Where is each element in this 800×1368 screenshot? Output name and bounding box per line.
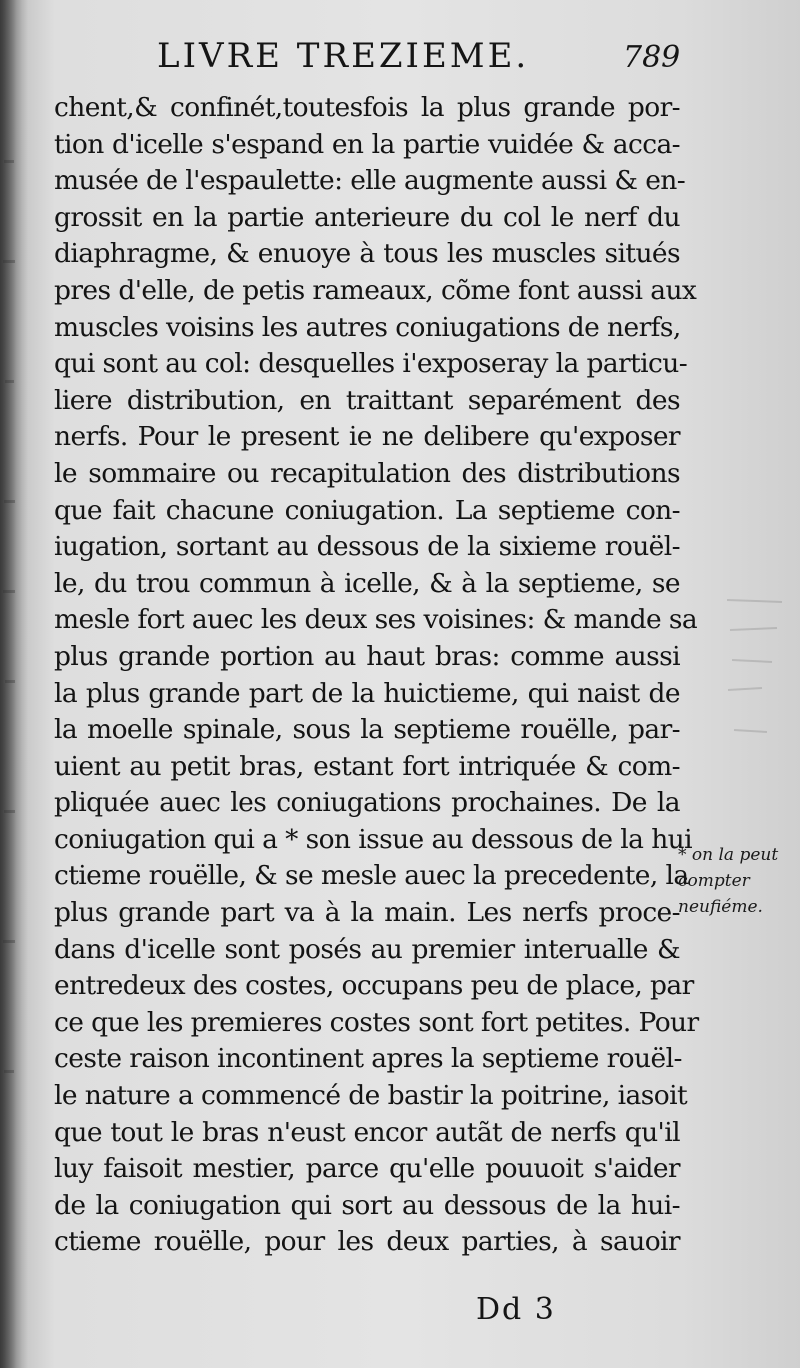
text-line: entredeux des costes, occupans peu de place, par (54, 970, 694, 1002)
text-line: liere distribution, en traittant separément des (54, 384, 680, 416)
text-line: dans d'icelle sont posés au premier interualle & (54, 933, 680, 965)
text-line: que fait chacune coniugation. La septieme con- (54, 494, 680, 526)
running-title: LIVRE TREZIEME. (157, 36, 530, 76)
text-line: grossit en la partie anterieure du col le nerf du (54, 201, 680, 233)
text-line: tion d'icelle s'espand en la partie vuidée & acca- (54, 128, 680, 160)
text-line: coniugation qui a * son issue au dessous de la hui (54, 823, 693, 855)
text-line: ctieme rouëlle, pour les deux parties, à sauoir (54, 1226, 680, 1258)
text-line: de la coniugation qui sort au dessous de la hui- (54, 1189, 680, 1221)
text-line: ce que les premieres costes sont fort petites. Pour (54, 1006, 699, 1038)
text-line: diaphragme, & enuoye à tous les muscles situés (54, 238, 680, 270)
bleed-through-marks (722, 590, 792, 750)
text-line: muscles voisins les autres coniugations de nerfs, (54, 311, 681, 343)
text-line: iugation, sortant au dessous de la sixieme rouël- (54, 531, 680, 563)
text-line: nerfs. Pour le present ie ne delibere qu'exposer (54, 421, 680, 453)
text-line: qui sont au col: desquelles i'exposeray la particu- (54, 348, 688, 380)
page-number: 789 (623, 40, 681, 75)
text-line: que tout le bras n'eust encor autãt de nerfs qu'il (54, 1116, 680, 1148)
margin-note-line: compter (678, 871, 750, 891)
text-line: pres d'elle, de petis rameaux, cõme font aussi aux (54, 274, 697, 306)
margin-note-line: * on la peut (678, 845, 779, 865)
text-line: luy faisoit mestier, parce qu'elle pouuoit s'aider (54, 1153, 680, 1185)
text-line: la moelle spinale, sous la septieme rouëlle, par- (54, 714, 680, 746)
text-line: pliquée auec les coniugations prochaines. De la (54, 787, 680, 819)
text-line: uient au petit bras, estant fort intriquée & com- (54, 750, 680, 782)
text-line: mesle fort auec les deux ses voisines: & mande sa (54, 604, 698, 636)
text-line: le sommaire ou recapitulation des distributions (54, 457, 680, 489)
text-line: musée de l'espaulette: elle augmente aussi & en- (54, 165, 686, 197)
text-line: plus grande portion au haut bras: comme aussi (54, 640, 680, 672)
text-line: le nature a commencé de bastir la poitrine, iasoit (54, 1080, 687, 1112)
body-text (54, 90, 699, 1261)
text-line: plus grande part va à la main. Les nerfs proce- (54, 897, 680, 929)
text-line: la plus grande part de la huictieme, qui naist de (54, 677, 680, 709)
left-edge-bleed-through (2, 120, 18, 1220)
text-line: ceste raison incontinent apres la septieme rouël- (54, 1043, 682, 1075)
signature-mark: Dd 3 (476, 1292, 556, 1327)
text-line: chent,& confinét,toutesfois la plus grande por- (54, 92, 680, 123)
text-line: le, du trou commun à icelle, & à la septieme, se (54, 567, 680, 599)
margin-note (678, 842, 796, 920)
running-head (0, 30, 800, 86)
margin-note-line: neufiéme. (678, 897, 763, 917)
text-line: ctieme rouëlle, & se mesle auec la precedente, la (54, 860, 689, 892)
